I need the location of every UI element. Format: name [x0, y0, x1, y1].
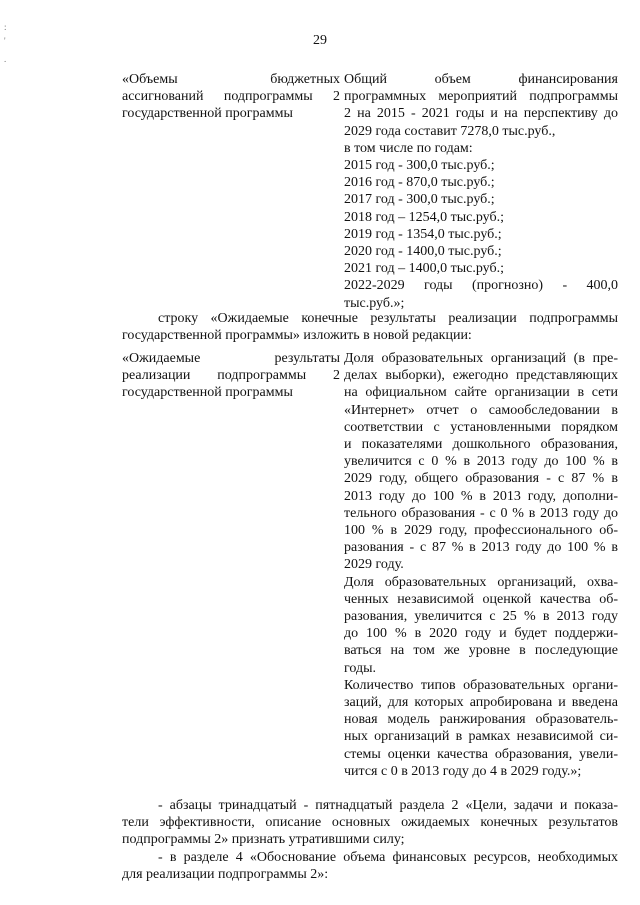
value-line: 2018 год – 1254,0 тыс.руб.;	[344, 209, 504, 225]
label-line: реализации подпрограммы 2	[122, 368, 340, 384]
value-line: Доля образовательных организаций (в пре-	[344, 351, 618, 366]
value-line: 2020 год - 1400,0 тыс.руб.;	[344, 244, 502, 260]
margin-mark: :	[4, 22, 7, 32]
value-line: ных организаций в рамках независимой си-	[344, 729, 618, 745]
paragraph-line: тели эффективности, описание основных ожидаемых конечных результатов	[122, 815, 618, 831]
paragraph-abolish	[122, 797, 618, 849]
value-line: разования - с 87 % в 2013 году до 100 % в	[344, 540, 618, 556]
value-line: 2016 год - 870,0 тыс.руб.;	[344, 175, 495, 191]
value-line: 2022-2029 годы (прогнозно) - 400,0	[344, 278, 618, 294]
value-line: ченных независимой оценкой качества об-	[344, 591, 618, 607]
budget-row-label	[122, 71, 340, 123]
value-line: соответствии с установленными порядком	[344, 419, 618, 435]
value-line: Количество типов образовательных органи-	[344, 677, 618, 693]
value-line: Общий объем финансирования	[344, 72, 618, 87]
value-line: увеличится с 0 % в 2013 году до 100 % в	[344, 454, 618, 470]
paragraph-line: для реализации подпрограммы 2»:	[122, 867, 329, 883]
paragraph-line: - в разделе 4 «Обоснование объема финансовых ресурсов, необходимых	[158, 850, 618, 865]
label-line: «Объемы бюджетных	[122, 72, 340, 87]
value-line: новая модель ранжирования образователь-	[344, 712, 618, 728]
paragraph-line: государственной программы» изложить в новой редакции:	[122, 328, 472, 344]
value-line: чится с 0 в 2013 году до 4 в 2029 году.»;	[344, 763, 582, 779]
value-line: программных мероприятий подпрограммы	[344, 89, 618, 105]
margin-mark: '	[4, 36, 6, 46]
value-line: разования, увеличится с 25 % в 2013 году	[344, 609, 618, 625]
value-line: 2021 год – 1400,0 тыс.руб.;	[344, 261, 504, 277]
value-line: до 100 % в 2020 году и будет поддержи-	[344, 626, 618, 642]
value-line: Доля образовательных организаций, охва-	[344, 574, 618, 590]
label-line: государственной программы	[122, 385, 293, 401]
value-line: и показателями дошкольного образования,	[344, 437, 618, 453]
value-line: 2017 год - 300,0 тыс.руб.;	[344, 192, 495, 208]
value-line: годы.	[344, 660, 377, 676]
results-row-value	[344, 350, 618, 780]
label-line: «Ожидаемые результаты	[122, 351, 340, 366]
value-line: 100 % в 2029 году, профессионального об-	[344, 523, 618, 539]
value-line: 2 на 2015 - 2021 годы и на перспективу до	[344, 106, 618, 122]
label-line: ассигнований подпрограммы 2	[122, 89, 340, 105]
value-line: 2029 года составит 7278,0 тыс.руб.,	[344, 123, 556, 139]
value-line: 2015 год - 300,0 тыс.руб.;	[344, 158, 495, 174]
value-line: в том числе по годам:	[344, 140, 473, 156]
value-line: на официальном сайте организации в сети	[344, 385, 618, 401]
value-line: тельного образования - с 0 % в 2013 году до	[344, 505, 618, 521]
value-line: «Интернет» отчет о самообследовании в	[344, 402, 618, 418]
value-line: 2019 год - 1354,0 тыс.руб.;	[344, 226, 502, 242]
paragraph-line: подпрограммы 2» признать утратившими силу;	[122, 832, 405, 848]
budget-row-value	[344, 71, 618, 312]
paragraph-section4	[122, 849, 618, 883]
margin-mark: .	[4, 54, 7, 64]
value-line: 2029 году, общего образования - с 87 % в	[344, 471, 618, 487]
paragraph-line: строку «Ожидаемые конечные результаты реализации подпрограммы	[158, 311, 618, 326]
paragraph-line: - абзацы тринадцатый - пятнадцатый раздела 2 «Цели, задачи и показа-	[158, 798, 618, 813]
value-line: заций, для которых апробирована и введена	[344, 695, 618, 711]
paragraph-replace-row	[122, 310, 618, 344]
value-line: ваться на том же уровне в последующие	[344, 643, 618, 659]
page-number: 29	[313, 33, 327, 48]
value-line: стемы оценки качества образования, увели-	[344, 746, 618, 762]
value-line: 2029 году.	[344, 557, 404, 573]
value-line: тыс.руб.»;	[344, 295, 405, 311]
value-line: делах выборки), ежегодно представляющих	[344, 368, 618, 384]
label-line: государственной программы	[122, 106, 293, 122]
results-row-label	[122, 350, 340, 402]
value-line: 2013 году до 100 % в 2013 году, дополни-	[344, 488, 618, 504]
